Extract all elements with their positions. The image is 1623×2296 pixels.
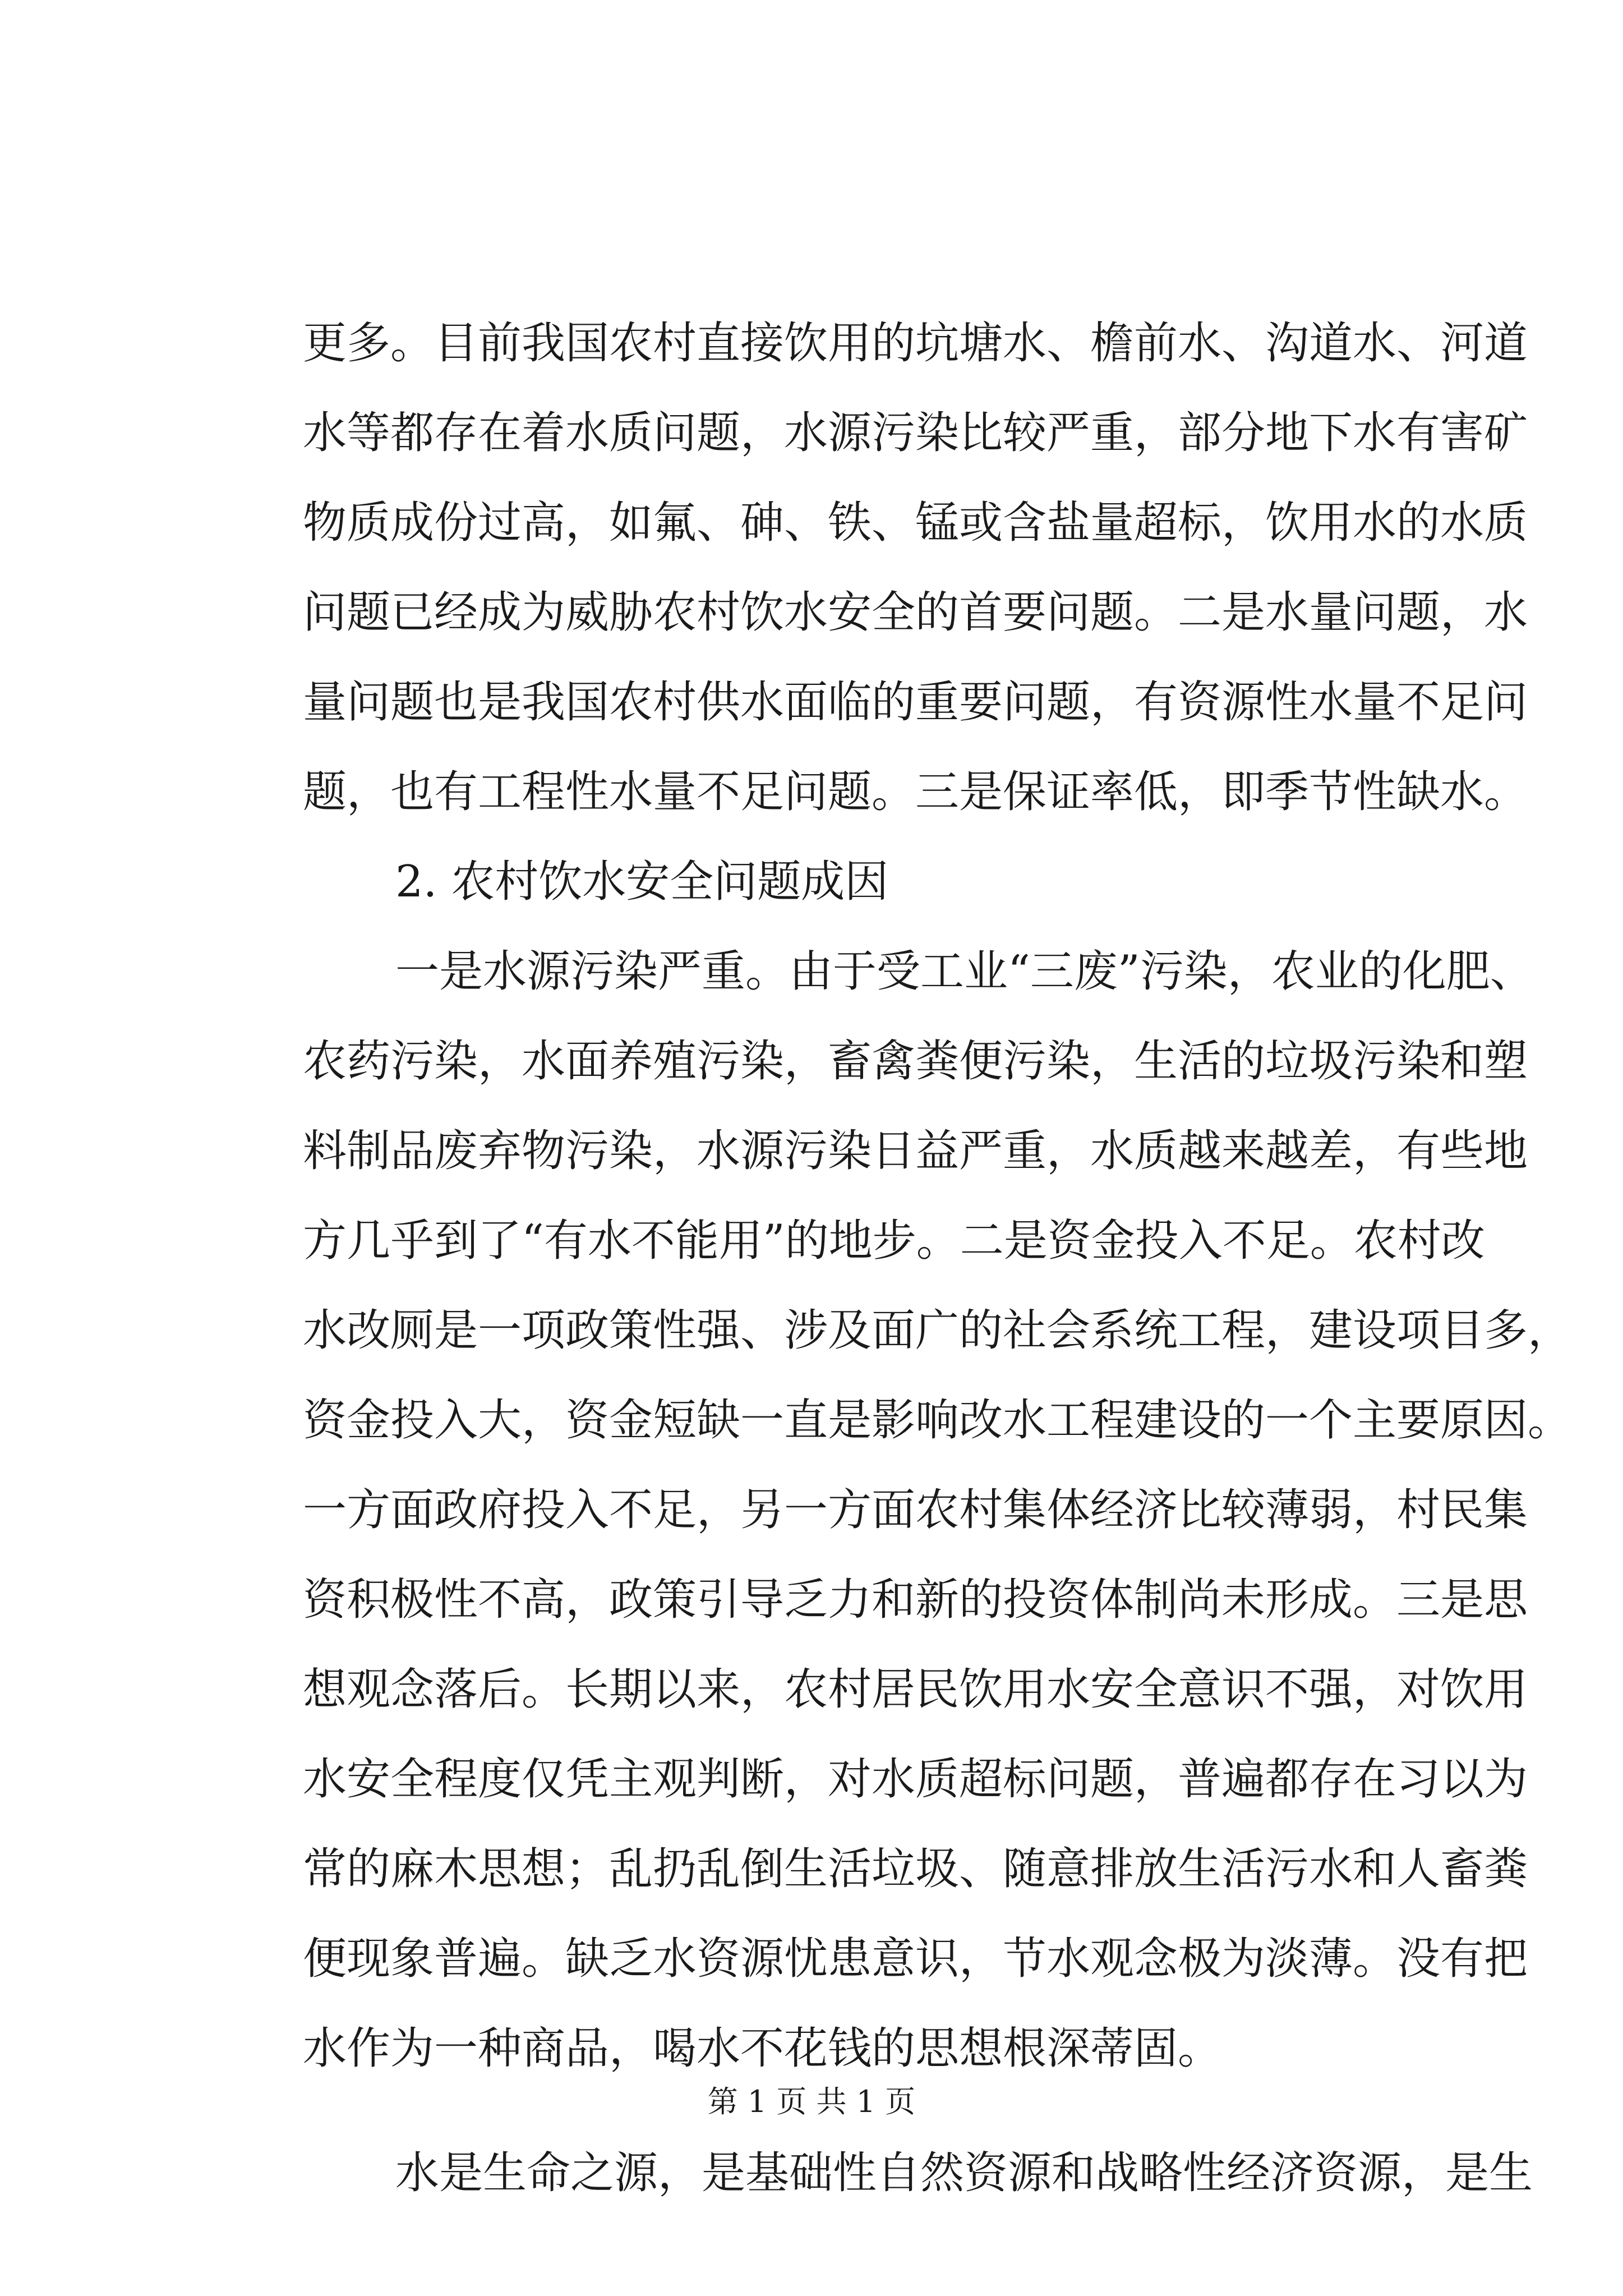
body-line-18: 常的麻木思想；乱扔乱倒生活垃圾、随意排放生活污水和人畜粪 xyxy=(303,1844,1528,1894)
body-line-19: 便现象普遍。缺乏水资源忧患意识，节水观念极为淡薄。没有把 xyxy=(303,1934,1528,1984)
document-body xyxy=(303,298,1572,2218)
body-line-10: 料制品废弃物污染，水源污染日益严重，水质越来越差，有些地 xyxy=(303,1126,1528,1176)
body-line-14: 一方面政府投入不足，另一方面农村集体经济比较薄弱，村民集 xyxy=(303,1485,1528,1535)
body-line-2: 水等都存在着水质问题，水源污染比较严重，部分地下水有害矿 xyxy=(303,408,1528,458)
body-line-11: 方几乎到了“有水不能用”的地步。二是资金投入不足。农村改 xyxy=(303,1216,1485,1266)
body-line-21: 水是生命之源，是基础性自然资源和战略性经济资源，是生 xyxy=(395,2148,1533,2198)
body-line-6: 题，也有工程性水量不足问题。三是保证率低，即季节性缺水。 xyxy=(303,767,1528,817)
body-line-1: 更多。目前我国农村直接饮用的坑塘水、檐前水、沟道水、河道 xyxy=(303,318,1528,369)
body-line-4: 问题已经成为威胁农村饮水安全的首要问题。二是水量问题，水 xyxy=(303,587,1528,638)
body-line-17: 水安全程度仅凭主观判断，对水质超标问题，普遍都存在习以为 xyxy=(303,1754,1528,1805)
body-line-16: 想观念落后。长期以来，农村居民饮用水安全意识不强，对饮用 xyxy=(303,1664,1528,1715)
body-line-13: 资金投入大，资金短缺一直是影响改水工程建设的一个主要原因。 xyxy=(303,1395,1572,1446)
page-number-footer: 第 1 页 共 1 页 xyxy=(707,2084,916,2119)
body-line-5: 量问题也是我国农村供水面临的重要问题，有资源性水量不足问 xyxy=(303,677,1528,728)
section-heading: 2. 农村饮水安全问题成因 xyxy=(395,857,889,907)
body-line-3: 物质成份过高，如氟、砷、铁、锰或含盐量超标，饮用水的水质 xyxy=(303,498,1528,548)
body-line-20: 水作为一种商品，喝水不花钱的思想根深蒂固。 xyxy=(303,2023,1222,2074)
body-line-12: 水改厕是一项政策性强、涉及面广的社会系统工程，建设项目多， xyxy=(303,1305,1572,1356)
body-line-9: 农药污染，水面养殖污染，畜禽粪便污染，生活的垃圾污染和塑 xyxy=(303,1036,1528,1087)
body-line-15: 资积极性不高，政策引导乏力和新的投资体制尚未形成。三是思 xyxy=(303,1575,1528,1625)
body-line-8: 一是水源污染严重。由于受工业“三废”污染，农业的化肥、 xyxy=(395,946,1534,997)
